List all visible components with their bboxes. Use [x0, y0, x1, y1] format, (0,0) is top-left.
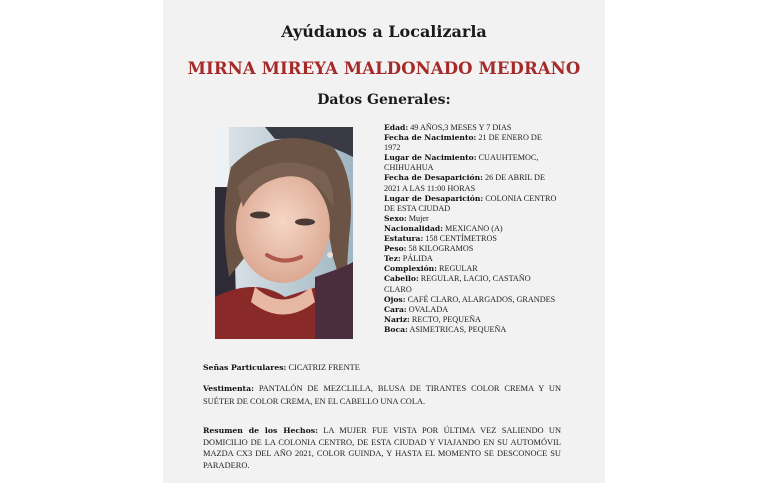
detail-value: OVALADA: [406, 304, 449, 314]
senas-value: CICATRIZ FRENTE: [286, 363, 360, 372]
detail-edad: [384, 123, 560, 133]
detail-complexion: [384, 264, 560, 274]
detail-value: REGULAR: [436, 264, 478, 274]
person-name: MIRNA MIREYA MALDONADO MEDRANO: [187, 59, 581, 78]
detail-value: 58 KILOGRAMOS: [406, 244, 474, 254]
detail-value: 49 AÑOS,3 MESES Y 7 DIAS: [408, 123, 512, 132]
detail-sexo: [384, 214, 560, 224]
detail-value: 21 DE ENERO DE 1972: [384, 133, 542, 153]
detail-label: Boca:: [384, 324, 408, 334]
detail-value: MEXICANO (A): [443, 223, 503, 233]
detail-cara: [384, 305, 560, 315]
detail-ojos: [384, 295, 560, 305]
resumen-label: Resumen de los Hechos:: [203, 426, 318, 435]
detail-label: Complexión:: [384, 264, 437, 274]
detail-lugar-desaparicion: [384, 194, 560, 214]
senas-label: Señas Particulares:: [203, 363, 287, 372]
missing-person-poster: [163, 0, 605, 483]
detail-value: CAFÉ CLARO, ALARGADOS, GRANDES: [405, 294, 556, 304]
detail-value: RECTO, PEQUEÑA: [409, 314, 481, 324]
detail-value: CUAUHTEMOC, CHIHUAHUA: [384, 153, 539, 173]
detail-value: REGULAR, LACIO, CASTAÑO CLARO: [384, 274, 531, 294]
section-heading: Datos Generales:: [317, 92, 451, 108]
detail-label: Tez:: [384, 254, 401, 264]
detail-label: Nariz:: [384, 314, 410, 324]
detail-fecha-nacimiento: [384, 133, 560, 153]
general-data-list: [384, 123, 560, 335]
detail-label: Lugar de Nacimiento:: [384, 153, 477, 163]
detail-boca: [384, 325, 560, 335]
detail-label: Estatura:: [384, 234, 424, 244]
detail-value: PÁLIDA: [400, 254, 433, 264]
detail-tez: [384, 254, 560, 264]
detail-label: Ojos:: [384, 294, 406, 304]
poster-title: Ayúdanos a Localizarla: [281, 22, 487, 41]
detail-value: 26 DE ABRIL DE 2021 A LAS 11:00 HORAS: [384, 173, 545, 193]
detail-label: Lugar de Desaparición:: [384, 193, 484, 203]
person-photo: [215, 127, 353, 339]
detail-label: Cara:: [384, 304, 407, 314]
detail-nacionalidad: [384, 224, 560, 234]
portrait-image: [215, 127, 353, 339]
resumen-value: LA MUJER FUE VISTA POR ÚLTIMA VEZ SALIENDO UN DOMICILIO DE LA COLONIA CENTRO, DE ESTA CIUDAD Y VIAJANDO EN SU AUTOMÓVIL MAZDA CX3 DEL AÑO 2021, COLOR GUINDA, Y HASTA EL MOMENTO SE DESCONOCE SU PARADERO.: [203, 426, 561, 470]
case-summary: [203, 425, 561, 471]
detail-estatura: [384, 234, 560, 244]
distinguishing-marks: [203, 362, 561, 375]
detail-nariz: [384, 315, 560, 325]
detail-label: Sexo:: [384, 213, 407, 223]
detail-value: 158 CENTÍMETROS: [423, 234, 497, 244]
clothing-description: [203, 383, 561, 408]
detail-label: Edad:: [384, 123, 409, 132]
detail-value: COLONIA CENTRO DE ESTA CIUDAD: [384, 193, 557, 213]
detail-label: Fecha de Nacimiento:: [384, 133, 477, 143]
detail-fecha-desaparicion: [384, 173, 560, 193]
detail-value: ASIMETRICAS, PEQUEÑA: [407, 324, 507, 334]
detail-cabello: [384, 274, 560, 294]
detail-label: Nacionalidad:: [384, 223, 443, 233]
detail-value: Mujer: [406, 213, 429, 223]
detail-peso: [384, 244, 560, 254]
detail-label: Cabello:: [384, 274, 419, 284]
vestimenta-value: PANTALÓN DE MEZCLILLA, BLUSA DE TIRANTES COLOR CREMA Y UN SUÉTER DE COLOR CREMA, EN EL CABELLO UNA COLA.: [203, 384, 561, 406]
detail-label: Peso:: [384, 244, 407, 254]
detail-label: Fecha de Desaparición:: [384, 173, 483, 183]
detail-lugar-nacimiento: [384, 153, 560, 173]
vestimenta-label: Vestimenta:: [203, 384, 254, 393]
